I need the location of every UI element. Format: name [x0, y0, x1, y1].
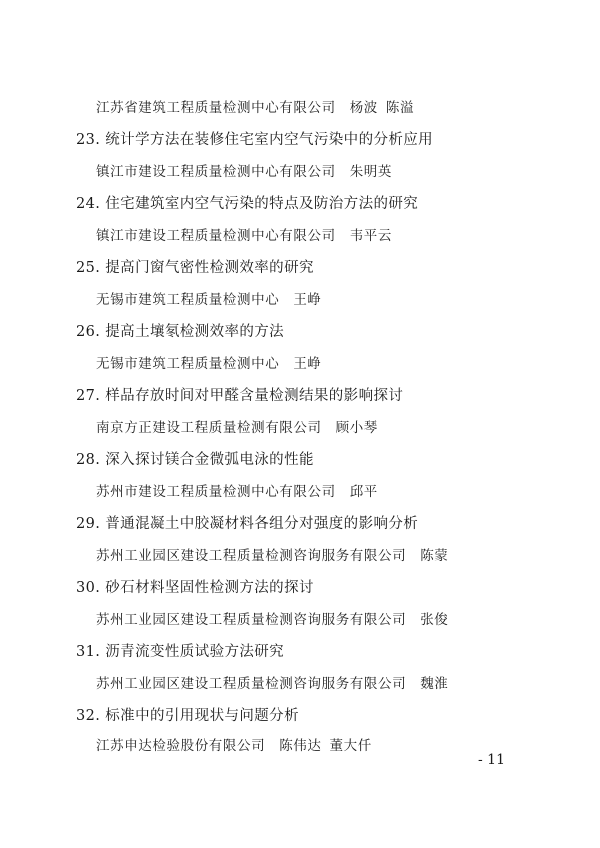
entry-24-title — [76, 194, 418, 214]
entry-25-org-line — [96, 290, 322, 310]
entry-number: 28. — [76, 452, 101, 468]
entry-27-org-line — [96, 418, 378, 438]
org-name: 南京方正建设工程质量检测有限公司 — [96, 420, 322, 436]
author: 陈伟达 — [279, 738, 322, 754]
author: 王峥 — [293, 292, 322, 308]
entry-32-title — [76, 706, 299, 726]
author: 邱平 — [349, 484, 378, 500]
entry-30-org-line — [96, 610, 448, 630]
entry-30-title — [76, 578, 314, 598]
entry-31-title — [76, 642, 284, 662]
entry-number: 29. — [76, 516, 101, 532]
author: 张俊 — [420, 612, 449, 628]
entry-title: 砂石材料坚固性检测方法的探讨 — [105, 580, 314, 596]
org-name: 无锡市建筑工程质量检测中心 — [96, 292, 280, 308]
entry-number: 30. — [76, 580, 101, 596]
entry-23-title — [76, 130, 433, 150]
entry-25-title — [76, 258, 314, 278]
entry-number: 25. — [76, 260, 101, 276]
org-name: 镇江市建设工程质量检测中心有限公司 — [96, 228, 336, 244]
entry-31-org-line — [96, 674, 448, 694]
author: 杨波 — [349, 100, 378, 116]
author: 魏淮 — [420, 676, 449, 692]
author: 王峥 — [293, 356, 322, 372]
entry-number: 27. — [76, 388, 101, 404]
entry-29-org-line — [96, 546, 448, 566]
entry-title: 统计学方法在装修住宅室内空气污染中的分析应用 — [105, 132, 434, 148]
entry-title: 提高门窗气密性检测效率的研究 — [105, 260, 314, 276]
author: 朱明英 — [349, 164, 393, 180]
entry-26-title — [76, 322, 284, 342]
entry-number: 23. — [76, 132, 101, 148]
entry-28-org-line — [96, 482, 378, 502]
entry-32-org-line — [96, 736, 372, 756]
author: 陈溢 — [385, 100, 415, 116]
org-name: 镇江市建设工程质量检测中心有限公司 — [96, 164, 336, 180]
entry-title: 深入探讨镁合金微弧电泳的性能 — [105, 452, 314, 468]
entry-title: 提高土壤氡检测效率的方法 — [105, 324, 285, 340]
org-name: 苏州工业园区建设工程质量检测咨询服务有限公司 — [96, 676, 407, 692]
entry-29-title — [76, 514, 418, 534]
entry-28-title — [76, 450, 314, 470]
author: 董大仟 — [329, 738, 372, 754]
entry-24-org-line — [96, 226, 392, 246]
author: 陈蒙 — [420, 548, 449, 564]
org-name: 江苏申达检验股份有限公司 — [96, 738, 266, 754]
entry-26-org-line — [96, 354, 322, 374]
org-name: 无锡市建筑工程质量检测中心 — [96, 356, 280, 372]
entry-number: 31. — [76, 644, 101, 660]
entry-title: 住宅建筑室内空气污染的特点及防治方法的研究 — [105, 196, 419, 212]
entry-number: 32. — [76, 708, 101, 724]
org-name: 苏州工业园区建设工程质量检测咨询服务有限公司 — [96, 612, 407, 628]
page-number: - 11 — [478, 752, 505, 768]
entry-27-title — [76, 386, 403, 406]
entry-22-org-line — [96, 98, 414, 118]
author: 顾小琴 — [335, 420, 378, 436]
org-name: 苏州市建设工程质量检测中心有限公司 — [96, 484, 336, 500]
entry-title: 标准中的引用现状与问题分析 — [105, 708, 299, 724]
entry-23-org-line — [96, 162, 392, 182]
org-name: 江苏省建筑工程质量检测中心有限公司 — [96, 100, 336, 116]
author: 韦平云 — [349, 228, 393, 244]
org-name: 苏州工业园区建设工程质量检测咨询服务有限公司 — [96, 548, 407, 564]
entry-number: 26. — [76, 324, 101, 340]
entry-title: 沥青流变性质试验方法研究 — [105, 644, 285, 660]
entry-number: 24. — [76, 196, 101, 212]
entry-title: 样品存放时间对甲醛含量检测结果的影响探讨 — [105, 388, 404, 404]
entry-title: 普通混凝土中胶凝材料各组分对强度的影响分析 — [105, 516, 419, 532]
